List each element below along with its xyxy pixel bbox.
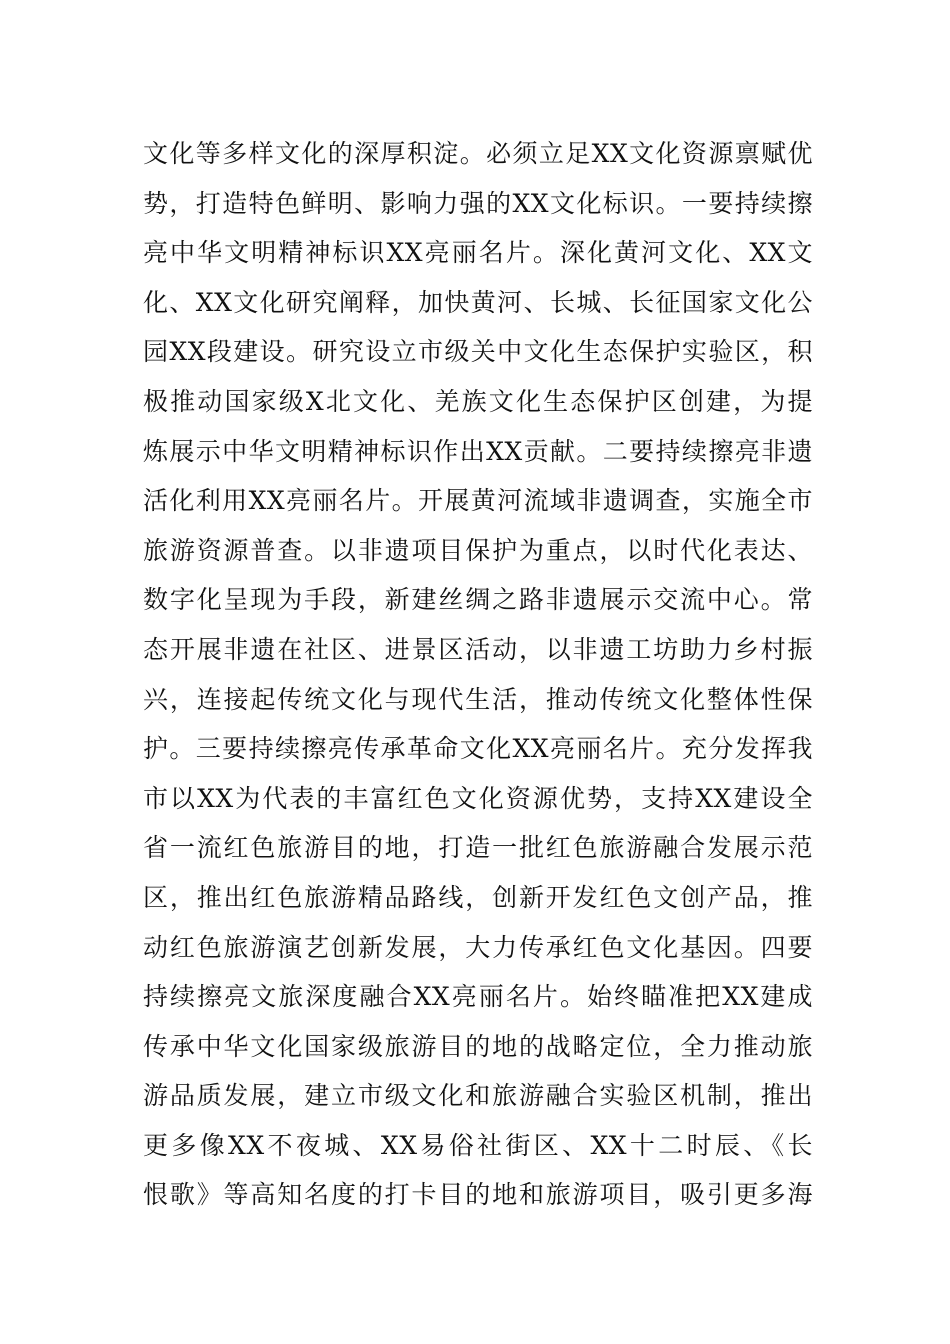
paragraph-line: 数字化呈现为手段，新建丝绸之路非遗展示交流中心。常 (143, 585, 813, 615)
paragraph-line: 护。三要持续擦亮传承革命文化XX亮丽名片。充分发挥我 (143, 734, 813, 764)
paragraph-line: 势，打造特色鲜明、影响力强的XX文化标识。一要持续擦 (143, 188, 813, 218)
paragraph-line: 持续擦亮文旅深度融合XX亮丽名片。始终瞄准把XX建成 (143, 982, 813, 1012)
paragraph-line: 市以XX为代表的丰富红色文化资源优势，支持XX建设全 (143, 783, 813, 813)
paragraph-line: 活化利用XX亮丽名片。开展黄河流域非遗调查，实施全市 (143, 486, 813, 516)
paragraph-line: 旅游资源普查。以非遗项目保护为重点，以时代化表达、 (143, 535, 813, 565)
body-paragraph (143, 129, 813, 1220)
paragraph-line: 态开展非遗在社区、进景区活动，以非遗工坊助力乡村振 (143, 634, 813, 664)
paragraph-line: 游品质发展，建立市级文化和旅游融合实验区机制，推出 (143, 1081, 813, 1111)
paragraph-line: 园XX段建设。研究设立市级关中文化生态保护实验区，积 (143, 337, 813, 367)
paragraph-line: 炼展示中华文明精神标识作出XX贡献。二要持续擦亮非遗 (143, 436, 813, 466)
paragraph-line: 文化等多样文化的深厚积淀。必须立足XX文化资源禀赋优 (143, 139, 813, 168)
paragraph-line: 极推动国家级X北文化、羌族文化生态保护区创建，为提 (143, 386, 813, 416)
paragraph-line: 兴，连接起传统文化与现代生活，推动传统文化整体性保 (143, 684, 813, 714)
paragraph-line: 动红色旅游演艺创新发展，大力传承红色文化基因。四要 (143, 932, 813, 962)
paragraph-line: 区，推出红色旅游精品路线，创新开发红色文创产品，推 (143, 882, 813, 912)
paragraph-line: 恨歌》等高知名度的打卡目的地和旅游项目，吸引更多海 (143, 1180, 813, 1210)
paragraph-line: 更多像XX不夜城、XX易俗社街区、XX十二时辰、《长 (143, 1130, 813, 1160)
paragraph-line: 化、XX文化研究阐释，加快黄河、长城、长征国家文化公 (143, 287, 813, 317)
paragraph-line: 省一流红色旅游目的地，打造一批红色旅游融合发展示范 (143, 833, 813, 863)
paragraph-line: 传承中华文化国家级旅游目的地的战略定位，全力推动旅 (143, 1031, 813, 1061)
paragraph-line: 亮中华文明精神标识XX亮丽名片。深化黄河文化、XX文 (143, 238, 813, 268)
